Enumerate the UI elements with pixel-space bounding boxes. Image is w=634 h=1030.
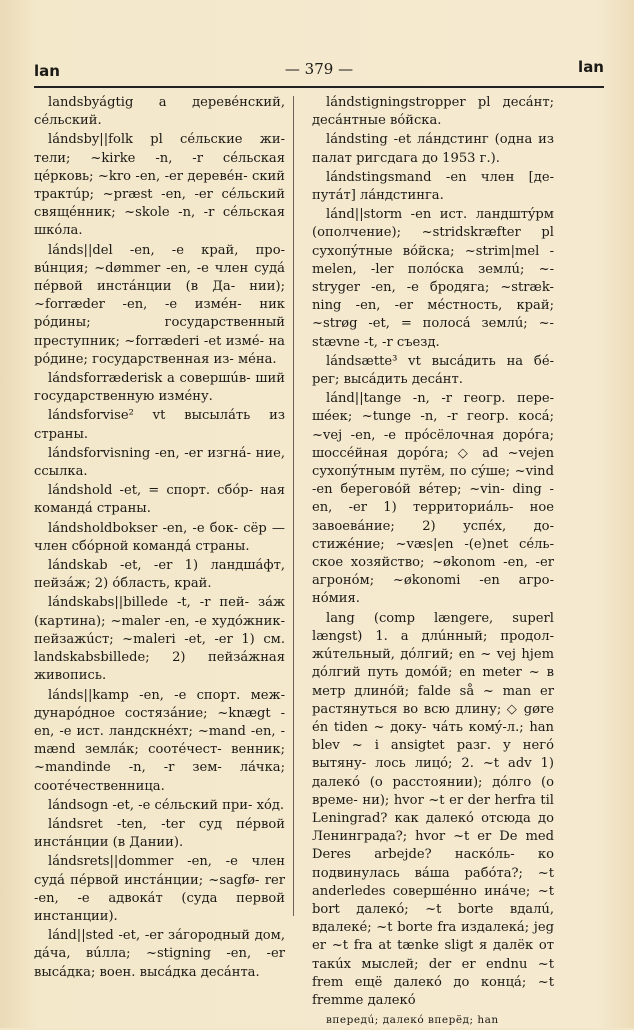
entry: lándsogn -et, -e сéльский при- хóд. — [48, 797, 285, 813]
left-column — [34, 94, 285, 983]
entry: lánds||kamp -en, -e спорт. меж- дунарóдное состязáние; ~knægt -en, -e ист. ландскнéхт; ~mand -en, -mænd землáк; соотéчест- венник; ~mandinde -n, -r зем- лáчка; соотéчественница. — [34, 687, 285, 794]
entry: lándsholdbokser -en, -e бок- сёр — член сбóрной командá страны. — [34, 520, 285, 554]
page-number: — 379 — — [284, 60, 354, 78]
entry: lánd||sted -et, -er зáгородный дом, дáча, вúлла; ~stigning -en, -er высáдка; воен. высáдка десáнта. — [34, 928, 285, 980]
entry: lánd||tange -n, -r геогр. пере- шéек; ~tunge -n, -r геогр. косá; ~vej -en, -e прóсёлочная дорóга; шоссéйная дорóга; ◇ ad ~vejen сухопýтным путём, по сýше; ~vind -en береговóй вéтер; ~vin- ding -en, -er 1) территориáль- ное завоевáние; 2) успéх, до- стижéние; ~væs|en -(e)net сéль- ское хозяйство; ~økonom -en, -er агронóм; ~økonomi -en агро- нóмия. — [312, 391, 554, 607]
entry: lánd||storm -en ист. ландштýрм (ополчение); ~stridskræfter pl сухопýтные вóйска; ~strim|mel -melen, -ler полóска землú; ~- stryger -en, -e бродяга; ~stræk- ning -en, -er мéстность, край; ~strøg -et, = полосá землú; ~- stævne -t, -r съезд. — [312, 207, 554, 350]
entry: lándsrets||dommer -en, -e член судá пéрвой инстáнции; ~sagfø- rer -en, -e адвокáт (суда первой инстанции). — [34, 854, 285, 924]
entry: lándsret -ten, -ter суд пéрвой инстáнции (в Дании). — [34, 816, 285, 851]
entry: lándsætte³ vt высáдить на бé- рег; высáдить десáнт. — [312, 353, 554, 388]
entry: lánds||del -en, -e край, про- вúнция; ~dømmer -en, -e член судá пéрвой инстáнции (в Да- нии); ~forræder -en, -e измéн- ник рóдины; государственный преступник; ~forræderi -et измé- на рóдине; государственная из- мéна. — [34, 242, 285, 367]
page-header — [34, 58, 604, 86]
column-divider — [293, 96, 294, 916]
entry: landsbyágtig a деревéнский, сéльский. — [34, 95, 285, 129]
left-guide-word: lan — [34, 62, 60, 80]
entry: lándstingsmand -en член [де- путáт] лáндстинга. — [312, 169, 554, 204]
entry: lándstigningstropper pl десáнт; десáнтные вóйска. — [312, 95, 554, 129]
footer-line: впередú; далекó вперёд; han — [326, 1014, 499, 1027]
entry: lándshold -et, = спорт. сбóр- ная командá страны. — [34, 483, 285, 517]
entry: lándsby||folk pl сéльские жи- тели; ~kirke -n, -r сéльская цéрковь; ~kro -en, -er деревéн- ский трактúр; ~præst -en, -er сéльский свящéнник; ~skole -n, -r сéльская шкóла. — [34, 132, 285, 239]
entry: lang (comp længere, superl længst) 1. a длúнный; продол- жúтельный, дóлгий; en ~ vej hjem дóлгий путь домóй; en meter ~ в метр длинóй; falde så ~ man er растянуться во всю длину; ◇ gøre én tiden ~ доку- чáть комý-л.; han blev ~ i ansigtet разг. у негó вытяну- лось лицó; 2. ~t adv 1) далекó (о расстоянии); дóлго (о време- ни); hvor ~t er der herfra til Leningrad? как далекó отсюда до Ленинграда?; hvor ~t er De med Deres arbejde? наскóль- ко подвинулась вáша рабóта?; ~t anderledes совершéнно инáче; ~t bort далекó; ~t borte вдалú, вдалекé; ~t borte fra издалекá; jeg er ~t fra at tænke sligt я далёк от такúх мыслей; der er endnu ~t frem ещё далекó до концá; ~t fremme далекó — [312, 610, 554, 1008]
header-rule — [34, 86, 604, 88]
right-column — [312, 94, 554, 1030]
entry: lándskabs||billede -t, -r пей- зáж (картина); ~maler -en, -e худóжник-пейзажúст; ~maleri -et, -er 1) см. landskabsbillede; 2) пейзáжная живопись. — [34, 595, 285, 684]
entry: lándsforvise² vt высылáть из страны. — [34, 408, 285, 442]
entry: lándskab -et, -er 1) ландшáфт, пейзáж; 2) óбласть, край. — [34, 558, 285, 592]
entry: lándsting -et лáндстинг (одна из палат ригсдага до 1953 г.). — [312, 132, 554, 166]
right-guide-word: lan — [578, 58, 604, 76]
entry: lándsforræderisk a совершúв- ший государственную измéну. — [34, 371, 285, 405]
entry: lándsforvisning -en, -er изгнá- ние, ссылка. — [34, 445, 285, 480]
